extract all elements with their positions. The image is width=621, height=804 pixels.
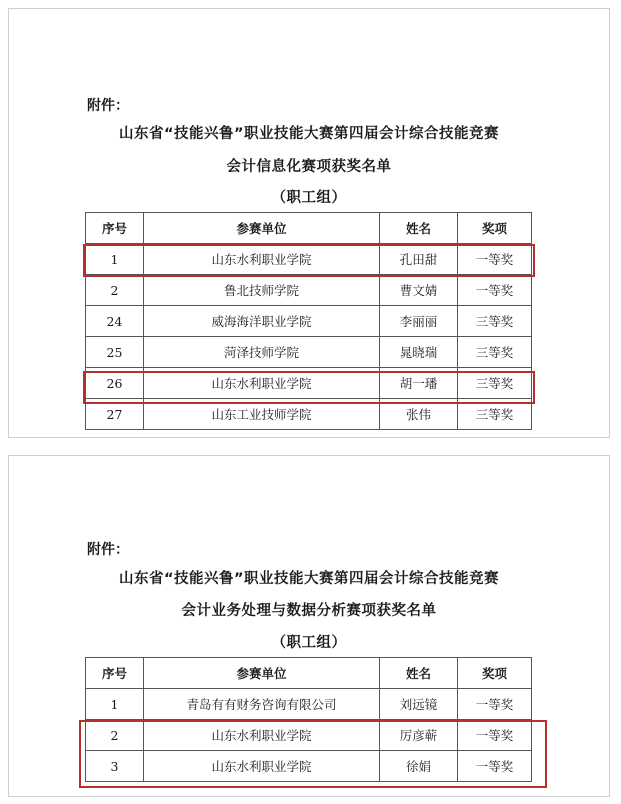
table-row xyxy=(86,368,532,399)
row-award: 一等奖 xyxy=(458,275,532,306)
group-label: （职工组） xyxy=(271,635,347,651)
title-line-1: 山东省“技能兴鲁”职业技能大赛第四届会计综合技能竞赛 xyxy=(118,571,500,587)
table-row xyxy=(86,399,532,430)
row-award: 一等奖 xyxy=(458,244,532,275)
attachment-label: 附件： xyxy=(87,542,129,558)
header-cell: 姓名 xyxy=(380,213,458,244)
title-line-2: 会计信息化赛项获奖名单 xyxy=(226,159,392,175)
row-number: 25 xyxy=(86,337,144,368)
row-number: 2 xyxy=(86,720,144,751)
row-award: 一等奖 xyxy=(458,689,532,720)
header-cell: 参赛单位 xyxy=(144,658,380,689)
row-award: 三等奖 xyxy=(458,337,532,368)
title-line-2: 会计业务处理与数据分析赛项获奖名单 xyxy=(181,603,437,619)
row-name: 刘远镜 xyxy=(380,689,458,720)
header-cell: 序号 xyxy=(86,213,144,244)
table-row xyxy=(86,337,532,368)
document-page-1 xyxy=(8,8,610,438)
table-row xyxy=(86,244,532,275)
row-number: 2 xyxy=(86,275,144,306)
title-line-1: 山东省“技能兴鲁”职业技能大赛第四届会计综合技能竞赛 xyxy=(118,126,500,142)
row-number: 26 xyxy=(86,368,144,399)
row-unit: 威海海洋职业学院 xyxy=(144,306,380,337)
attachment-label: 附件： xyxy=(87,98,129,114)
header-cell: 姓名 xyxy=(380,658,458,689)
row-unit: 山东水利职业学院 xyxy=(144,244,380,275)
table-row xyxy=(86,689,532,720)
row-unit: 青岛有有财务咨询有限公司 xyxy=(144,689,380,720)
row-unit: 山东工业技师学院 xyxy=(144,399,380,430)
table-row xyxy=(86,751,532,782)
award-table xyxy=(85,657,532,782)
row-name: 厉彦蕲 xyxy=(380,720,458,751)
row-award: 一等奖 xyxy=(458,751,532,782)
row-name: 李丽丽 xyxy=(380,306,458,337)
row-number: 27 xyxy=(86,399,144,430)
row-name: 徐娟 xyxy=(380,751,458,782)
group-label: （职工组） xyxy=(271,190,347,206)
row-unit: 鲁北技师学院 xyxy=(144,275,380,306)
row-name: 晁晓瑞 xyxy=(380,337,458,368)
table-header-row xyxy=(86,658,532,689)
header-cell: 奖项 xyxy=(458,213,532,244)
row-unit: 山东水利职业学院 xyxy=(144,751,380,782)
row-name: 曹文婧 xyxy=(380,275,458,306)
row-unit: 菏泽技师学院 xyxy=(144,337,380,368)
table-row xyxy=(86,275,532,306)
row-number: 1 xyxy=(86,244,144,275)
row-name: 胡一璠 xyxy=(380,368,458,399)
table-row xyxy=(86,306,532,337)
row-name: 孔田甜 xyxy=(380,244,458,275)
header-cell: 参赛单位 xyxy=(144,213,380,244)
header-cell: 奖项 xyxy=(458,658,532,689)
table-header-row xyxy=(86,213,532,244)
row-unit: 山东水利职业学院 xyxy=(144,368,380,399)
row-number: 3 xyxy=(86,751,144,782)
row-award: 一等奖 xyxy=(458,720,532,751)
document-page-2 xyxy=(8,455,610,797)
row-award: 三等奖 xyxy=(458,399,532,430)
table-row xyxy=(86,720,532,751)
header-cell: 序号 xyxy=(86,658,144,689)
row-number: 24 xyxy=(86,306,144,337)
row-number: 1 xyxy=(86,689,144,720)
award-table xyxy=(85,212,532,430)
row-name: 张伟 xyxy=(380,399,458,430)
row-unit: 山东水利职业学院 xyxy=(144,720,380,751)
row-award: 三等奖 xyxy=(458,306,532,337)
row-award: 三等奖 xyxy=(458,368,532,399)
